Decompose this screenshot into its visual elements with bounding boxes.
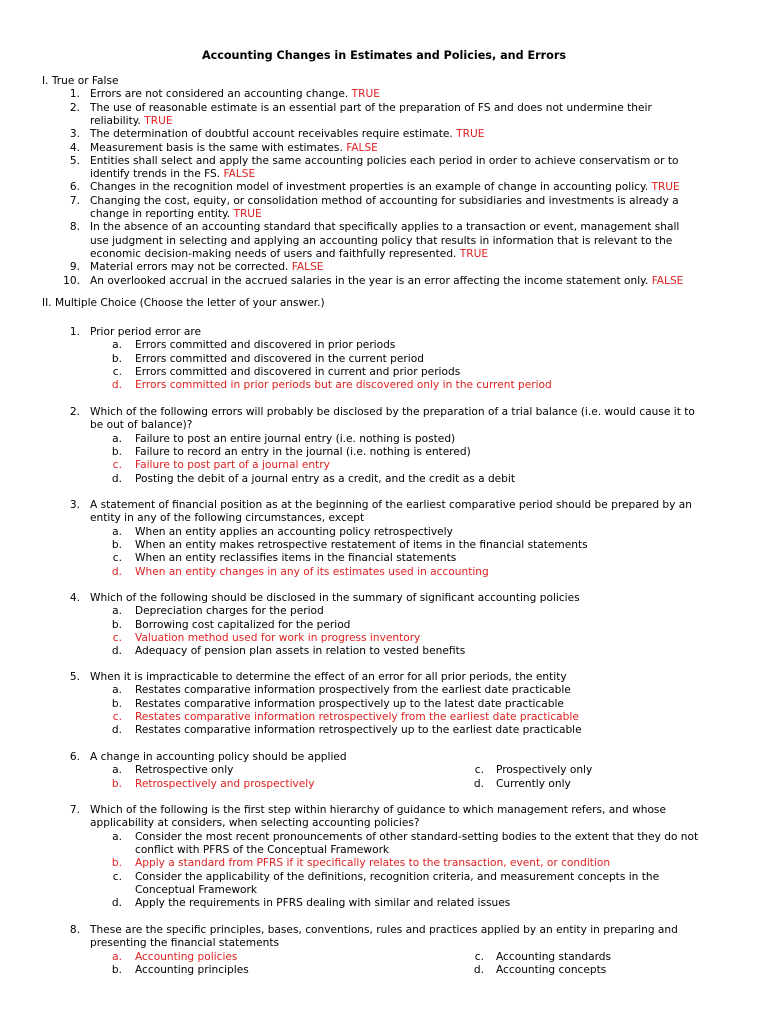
mc-choice-letter: d. (473, 963, 484, 976)
tf-item-text-part: Changes in the recognition model of investment properties is an example of change in accounting policy. (90, 181, 649, 194)
tf-item-text-part: identify trends in the FS. (90, 168, 221, 181)
tf-item-text (90, 88, 380, 101)
mc-choice-letter: c. (474, 764, 484, 777)
mc-question-text: These are the specific principles, bases, conventions, rules and practices applied by an entity in preparing and (90, 924, 678, 936)
tf-item-text (90, 208, 262, 221)
mc-choice-letter: c. (112, 870, 122, 883)
tf-item-text: In the absence of an accounting standard that specifically applies to a transaction or event, management shall (90, 221, 680, 234)
mc-question-text: Which of the following should be disclosed in the summary of significant accounting policies (90, 592, 580, 604)
mc-choice-text: Valuation method used for work in progress inventory (135, 631, 421, 644)
mc-choice-text: Restates comparative information retrospectively from the earliest date practicable (135, 710, 579, 723)
mc-choice-text: Errors committed and discovered in current and prior periods (135, 365, 461, 378)
tf-item-text (90, 142, 378, 155)
mc-choice-letter: b. (111, 445, 122, 458)
mc-choice-text: Errors committed and discovered in the current period (135, 352, 424, 365)
tf-item-number: 6. (69, 181, 80, 194)
tf-item-number: 5. (69, 154, 80, 167)
mc-choice-letter: b. (111, 538, 122, 551)
mc-question-number: 7. (69, 804, 80, 816)
tf-answer: FALSE (651, 274, 684, 287)
mc-choice-letter: a. (112, 339, 122, 352)
mc-choice-letter: d. (473, 777, 484, 790)
mc-choice-letter: d. (111, 645, 122, 658)
mc-question-number: 4. (69, 592, 80, 604)
mc-question-text: be out of balance)? (90, 419, 193, 432)
mc-question-text: A change in accounting policy should be applied (90, 751, 347, 763)
mc-choice-text: Accounting standards (496, 950, 612, 963)
tf-item-number: 4. (69, 141, 80, 154)
mc-choice-text: Adequacy of pension plan assets in relation to vested benefits (135, 645, 466, 658)
mc-question-text: Prior period error are (90, 326, 201, 338)
mc-choice-letter: b. (111, 963, 122, 976)
tf-answer: TRUE (233, 208, 262, 220)
mc-choice-letter: a. (112, 605, 122, 618)
section2-heading: II. Multiple Choice (Choose the letter of your answer.) (42, 297, 325, 309)
mc-choice-letter: d. (111, 379, 122, 392)
mc-question-text: Which of the following errors will probably be disclosed by the preparation of a trial balance (i.e. would cause it to (90, 406, 695, 418)
tf-item-text (90, 115, 173, 128)
mc-question-number: 6. (69, 751, 80, 763)
mc-choice-letter: d. (111, 472, 122, 485)
mc-choice-letter: c. (112, 552, 122, 565)
mc-choice-text: Prospectively only (496, 764, 593, 777)
tf-item-text-part: The determination of doubtful account receivables require estimate. (90, 128, 453, 141)
mc-choice-text: Restates comparative information prospectively from the earliest date practicable (135, 684, 571, 697)
mc-choice-letter: d. (111, 897, 122, 910)
mc-choice-letter: b. (111, 697, 122, 710)
mc-choice-text: Apply a standard from PFRS if it specifically relates to the transaction, event, or condition (135, 857, 611, 870)
mc-choice-letter: d. (111, 565, 122, 578)
tf-item-number: 3. (69, 128, 80, 141)
tf-item-text (90, 181, 680, 194)
mc-question-text: A statement of financial position as at the beginning of the earliest comparative period should be prepared by an (90, 499, 692, 511)
mc-choice-text: Consider the applicability of the definitions, recognition criteria, and measurement concepts in the (135, 870, 660, 883)
mc-choice-letter: a. (112, 684, 122, 697)
mc-choice-text: Restates comparative information retrospectively up to the earliest date practicable (135, 724, 582, 737)
tf-item-text-part: economic decision-making needs of users and faithfully represented. (90, 247, 457, 260)
mc-choice-text-cont: conflict with PFRS of the Conceptual Framework (135, 843, 390, 856)
tf-item-text: The use of reasonable estimate is an essential part of the preparation of FS and does not undermine their (90, 101, 652, 114)
mc-choice-letter: b. (111, 352, 122, 365)
tf-item-text-part: reliability. (90, 114, 141, 127)
mc-choice-text-cont: Conceptual Framework (135, 883, 257, 896)
mc-choice-text: Currently only (496, 777, 571, 790)
tf-answer: FALSE (223, 168, 256, 181)
tf-item-text: Entities shall select and apply the same accounting policies each period in order to achieve conservatism or to (90, 154, 679, 167)
tf-item-number: 7. (69, 194, 80, 207)
document-title: Accounting Changes in Estimates and Policies, and Errors (201, 49, 567, 62)
mc-choice-text: Accounting concepts (496, 963, 607, 976)
tf-item-text (90, 168, 255, 181)
mc-choice-text: When an entity changes in any of its estimates used in accounting (135, 565, 489, 578)
mc-choice-text: Posting the debit of a journal entry as a credit, and the credit as a debit (135, 472, 516, 485)
mc-choice-letter: a. (112, 950, 122, 963)
mc-choice-letter: c. (112, 459, 122, 472)
mc-question-number: 1. (69, 326, 80, 338)
mc-choice-text: Restates comparative information prospectively up to the latest date practicable (135, 697, 564, 710)
tf-item-number: 2. (69, 101, 80, 114)
tf-item-text-part: change in reporting entity. (90, 208, 231, 220)
mc-choice-letter: b. (111, 857, 122, 870)
tf-item-text: use judgment in selecting and applying an accounting policy that results in information that is relevant to the (90, 234, 673, 247)
mc-choice-text: Errors committed in prior periods but are discovered only in the current period (135, 379, 552, 392)
tf-answer: TRUE (144, 114, 173, 127)
tf-item-text (90, 275, 683, 288)
mc-choice-text: Retrospective only (135, 764, 234, 777)
mc-choice-text: Consider the most recent pronouncements of other standard-setting bodies to the extent that they do not (135, 830, 699, 843)
tf-item-text (90, 261, 324, 274)
tf-item-text-part: Material errors may not be corrected. (90, 261, 289, 274)
mc-choice-letter: c. (112, 710, 122, 723)
tf-answer: FALSE (291, 261, 324, 274)
mc-choice-text: Accounting policies (135, 950, 238, 963)
tf-item-text (90, 128, 484, 141)
mc-question-text: applicability at considers, when selecting accounting policies? (90, 817, 420, 830)
mc-choice-text: When an entity applies an accounting policy retrospectively (135, 525, 453, 538)
mc-choice-text: Failure to record an entry in the journal (i.e. nothing is entered) (135, 445, 471, 458)
tf-answer: TRUE (459, 247, 489, 260)
mc-question-text: Which of the following is the first step within hierarchy of guidance to which management refers, and whose (90, 804, 666, 816)
mc-choice-letter: d. (111, 724, 122, 737)
tf-answer: TRUE (351, 88, 380, 101)
mc-question-text: presenting the financial statements (90, 937, 279, 950)
mc-choice-text: Borrowing cost capitalized for the period (135, 618, 351, 631)
tf-item-text-part: An overlooked accrual in the accrued salaries in the year is an error affecting the income statement only. (90, 274, 649, 287)
section1-heading: I. True or False (42, 75, 119, 87)
mc-choice-letter: a. (112, 764, 122, 777)
tf-item-number: 10. (63, 274, 80, 287)
tf-item-number: 9. (69, 261, 80, 274)
mc-choice-text: Depreciation charges for the period (135, 605, 324, 618)
tf-item-text-part: Measurement basis is the same with estimates. (90, 141, 343, 154)
tf-item-number: 8. (69, 221, 80, 234)
tf-item-text-part: Errors are not considered an accounting change. (90, 88, 349, 101)
mc-choice-text: When an entity makes retrospective restatement of items in the financial statements (135, 538, 588, 551)
mc-choice-letter: a. (112, 525, 122, 538)
mc-choice-text: Accounting principles (135, 963, 249, 976)
mc-choice-letter: a. (112, 830, 122, 843)
tf-item-text: Changing the cost, equity, or consolidation method of accounting for subsidiaries and investments is already a (90, 194, 679, 207)
mc-choice-letter: c. (474, 950, 484, 963)
mc-choice-text: Errors committed and discovered in prior periods (135, 339, 396, 352)
tf-answer: TRUE (456, 128, 485, 141)
mc-question-number: 8. (69, 924, 80, 936)
tf-item-number: 1. (69, 88, 80, 101)
mc-choice-text: Failure to post an entire journal entry (i.e. nothing is posted) (135, 432, 456, 445)
mc-choice-text: Apply the requirements in PFRS dealing with similar and related issues (135, 897, 511, 910)
mc-choice-letter: c. (112, 631, 122, 644)
mc-choice-text: When an entity reclassifies items in the financial statements (135, 552, 457, 565)
mc-question-number: 2. (69, 406, 80, 418)
mc-question-number: 5. (69, 671, 80, 683)
mc-question-text: When it is impracticable to determine the effect of an error for all prior periods, the entity (90, 671, 567, 683)
tf-answer: FALSE (346, 141, 378, 154)
mc-choice-letter: b. (111, 618, 122, 631)
mc-choice-letter: a. (112, 432, 122, 445)
mc-choice-text: Retrospectively and prospectively (135, 777, 315, 790)
mc-question-text: entity in any of the following circumstances, except (90, 512, 365, 525)
mc-choice-letter: c. (112, 365, 122, 378)
mc-choice-text: Failure to post part of a journal entry (135, 459, 330, 472)
tf-answer: TRUE (651, 181, 680, 194)
tf-item-text (90, 248, 488, 261)
mc-choice-letter: b. (111, 777, 122, 790)
mc-question-number: 3. (69, 499, 80, 511)
